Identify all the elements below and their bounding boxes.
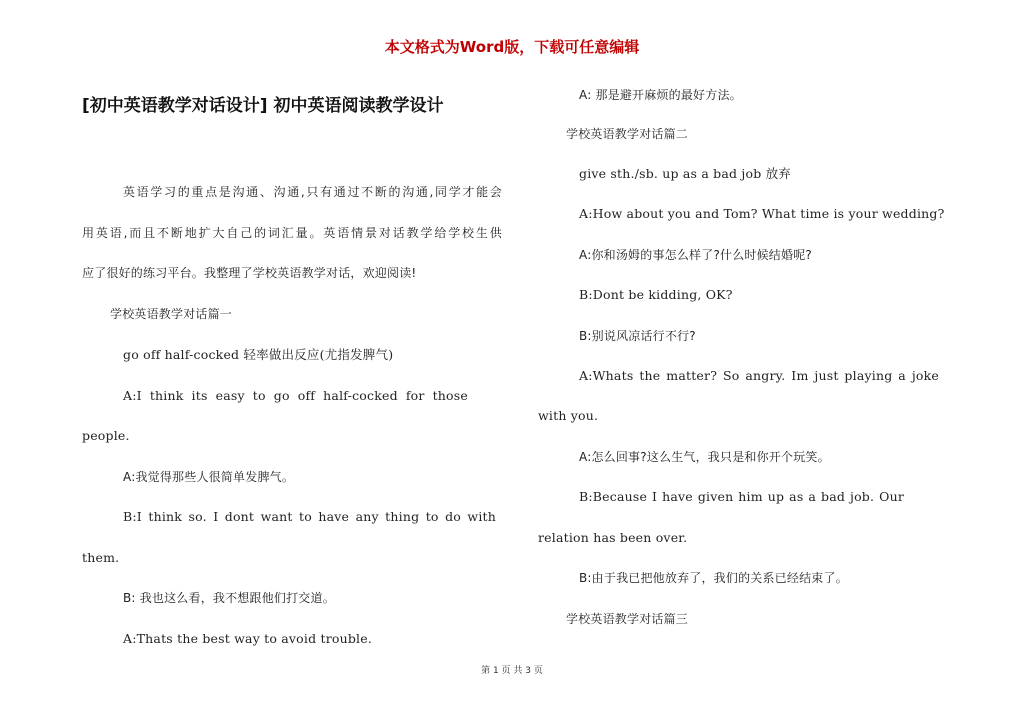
dialogue-b4-line-1: B:Because I have given him up as a bad job. Our xyxy=(579,489,904,504)
dialogue-b1-chinese: B: 我也这么看，我不想跟他们打交道。 xyxy=(123,591,335,605)
page-number-footer: 第 1 页 共 3 页 xyxy=(481,666,543,676)
idiom-line: give sth./sb. up as a bad job 放弃 xyxy=(579,166,791,181)
idiom-line: go off half-cocked 轻率做出反应(尤指发脾气) xyxy=(123,347,394,362)
dialogue-b3-english: B:Dont be kidding, OK? xyxy=(579,287,733,302)
dialogue-b1-line-1: B:I think so. I dont want to have any thing to do with xyxy=(123,509,496,524)
dialogue-b1-line-2: them. xyxy=(82,550,120,565)
dialogue-a1-line-1: A:I think its easy to go off half-cocked for those xyxy=(123,388,468,403)
dialogue-a1-chinese: A:我觉得那些人很简单发脾气。 xyxy=(123,470,295,484)
section-heading-1: 学校英语教学对话篇一 xyxy=(110,307,233,321)
dialogue-b4-line-2: relation has been over. xyxy=(538,530,688,545)
dialogue-a2-english: A:Thats the best way to avoid trouble. xyxy=(123,631,373,646)
dialogue-a4-line-1: A:Whats the matter? So angry. Im just playing a joke xyxy=(579,368,939,383)
document-title: [初中英语教学对话设计] 初中英语阅读教学设计 xyxy=(82,96,444,116)
dialogue-a4-line-2: with you. xyxy=(538,408,599,423)
intro-paragraph-line-3: 应了很好的练习平台。我整理了学校英语教学对话，欢迎阅读! xyxy=(82,266,417,280)
intro-paragraph-line-2: 用英语,而且不断地扩大自己的词汇量。英语情景对话教学给学校生供 xyxy=(82,226,502,240)
section-heading-3: 学校英语教学对话篇三 xyxy=(566,612,689,626)
dialogue-b3-chinese: B:别说风凉话行不行? xyxy=(579,329,696,343)
section-heading-2: 学校英语教学对话篇二 xyxy=(566,127,689,141)
word-format-banner: 本文格式为Word版，下载可任意编辑 xyxy=(384,38,640,56)
dialogue-a3-english: A:How about you and Tom? What time is your wedding? xyxy=(579,206,945,221)
dialogue-a1-line-2: people. xyxy=(82,428,130,443)
dialogue-a3-chinese: A:你和汤姆的事怎么样了?什么时候结婚呢? xyxy=(579,248,812,262)
dialogue-a4-chinese: A:怎么回事?这么生气，我只是和你开个玩笑。 xyxy=(579,450,830,464)
dialogue-b4-chinese: B:由于我已把他放弃了，我们的关系已经结束了。 xyxy=(579,571,848,585)
dialogue-a2-chinese: A: 那是避开麻烦的最好方法。 xyxy=(579,88,742,102)
intro-paragraph-line-1: 英语学习的重点是沟通、沟通,只有通过不断的沟通,同学才能会 xyxy=(123,185,502,199)
